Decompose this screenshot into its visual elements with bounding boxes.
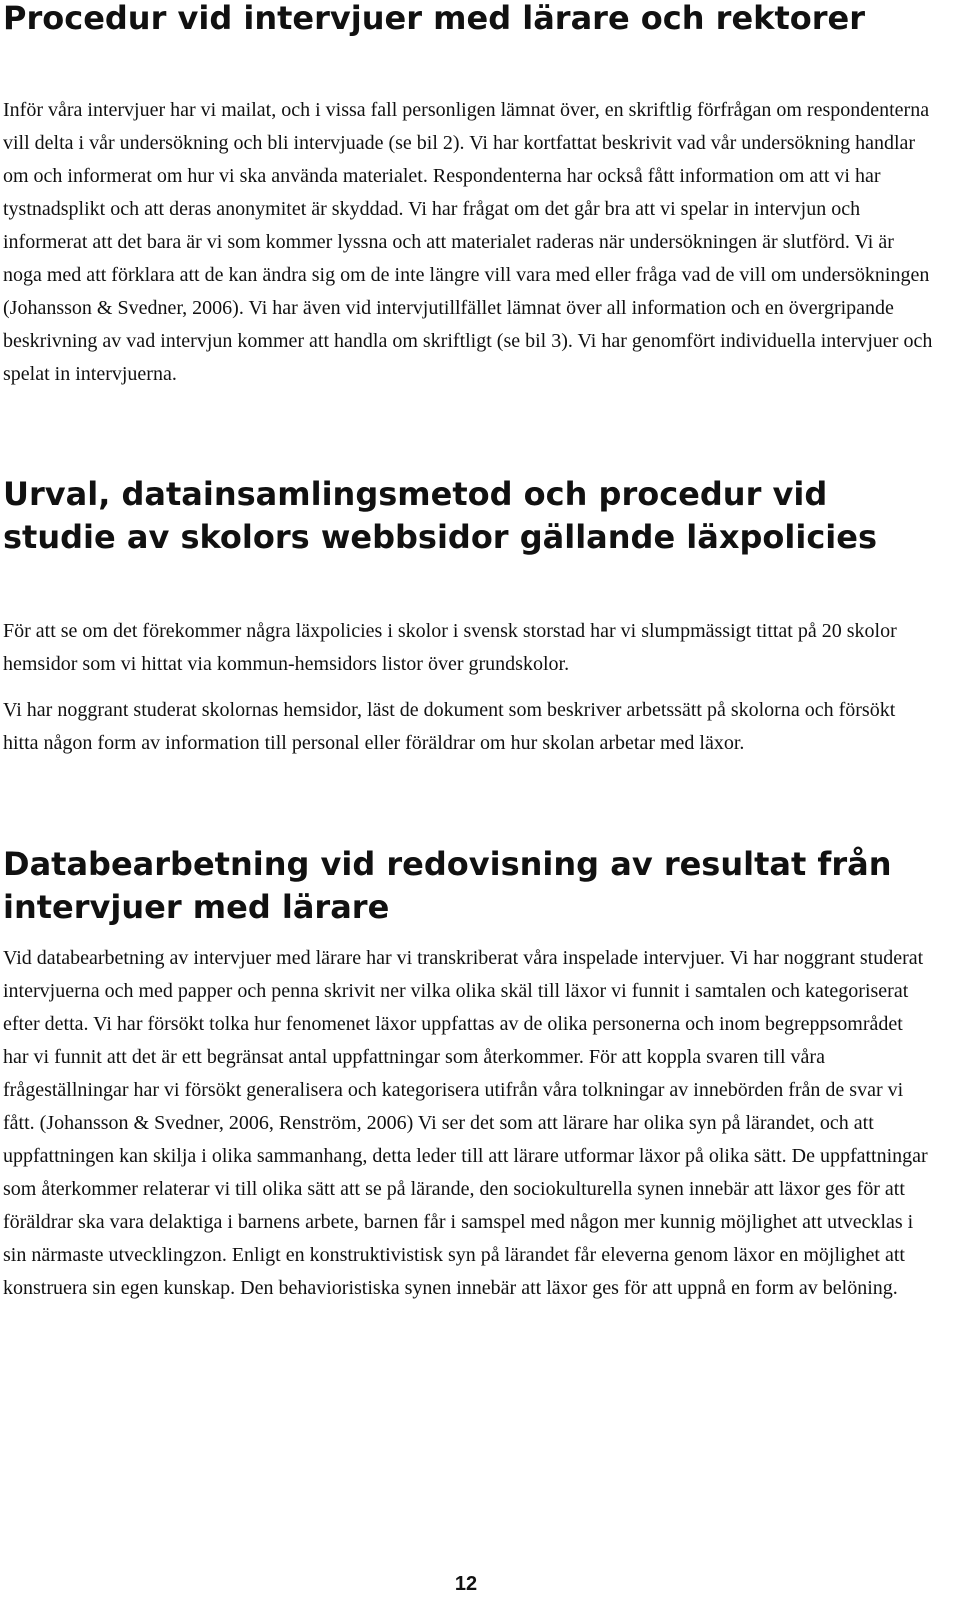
section-heading-procedur: Procedur vid intervjuer med lärare och rektorer	[3, 0, 865, 37]
page-number: 12	[454, 1573, 478, 1595]
section-paragraph: Inför våra intervjuer har vi mailat, och i vissa fall personligen lämnat över, en skriftlig förfrågan om respondenterna vill delta i vår undersökning och bli intervjuade (se bil 2). Vi har kortfattat beskrivit vad vår undersökning handlar om och informerat om hur vi ska använda materialet. Respondenterna har också fått information om att vi har tystnadsplikt och att deras anonymitet är skyddad. Vi har frågat om det går bra att vi spelar in intervjun och informerat att det bara är vi som kommer lyssna och att materialet raderas när undersökningen är slutförd. Vi är noga med att förklara att de kan ändra sig om de inte längre vill vara med eller fråga vad de vill om undersökningen (Johansson & Svedner, 2006). Vi har även vid intervjutillfället lämnat över all information och en övergripande beskrivning av vad intervjun kommer att handla om skriftligt (se bil 3). Vi har genomfört individuella intervjuer och spelat in intervjuerna.	[3, 99, 933, 385]
section-heading-databearbetning: Databearbetning vid redovisning av resultat från intervjuer med lärare	[3, 845, 892, 926]
section-heading-urval: Urval, datainsamlingsmetod och procedur vid studie av skolors webbsidor gällande läxpolicies	[3, 475, 877, 556]
section-paragraph: För att se om det förekommer några läxpolicies i skolor i svensk storstad har vi slumpmässigt tittat på 20 skolor hemsidor som vi hittat via kommun-hemsidors listor över grundskolor.	[3, 620, 897, 675]
section-paragraph: Vi har noggrant studerat skolornas hemsidor, läst de dokument som beskriver arbetssätt på skolorna och försökt hitta någon form av information till personal eller föräldrar om hur skolan arbetar med läxor.	[3, 699, 896, 754]
section-paragraph: Vid databearbetning av intervjuer med lärare har vi transkriberat våra inspelade intervjuer. Vi har noggrant studerat intervjuerna och med papper och penna skrivit ner vilka olika skäl till läxor vi funnit i samtalen och kategoriserat efter detta. Vi har försökt tolka hur fenomenet läxor uppfattas av de olika personerna och inom begreppsområdet har vi funnit att det är ett begränsat antal uppfattningar som återkommer. För att koppla svaren till våra frågeställningar har vi försökt generalisera och kategorisera utifrån våra tolkningar av innebörden från de svar vi fått. (Johansson & Svedner, 2006, Renström, 2006) Vi ser det som att lärare har olika syn på lärandet, och att uppfattningen kan skilja i olika sammanhang, detta leder till att lärare utformar läxor på olika sätt. De uppfattningar som återkommer relaterar vi till olika sätt att se på lärande, den sociokulturella synen innebär att läxor ges för att föräldrar ska vara delaktiga i barnens arbete, barnen får i samspel med någon mer kunnig möjlighet att utvecklas i sin närmaste utvecklingzon. Enligt en konstruktivistisk syn på lärandet får eleverna genom läxor en möjlighet att konstruera sin egen kunskap. Den behavioristiska synen innebär att läxor ges för att uppnå en form av belöning.	[3, 947, 928, 1299]
